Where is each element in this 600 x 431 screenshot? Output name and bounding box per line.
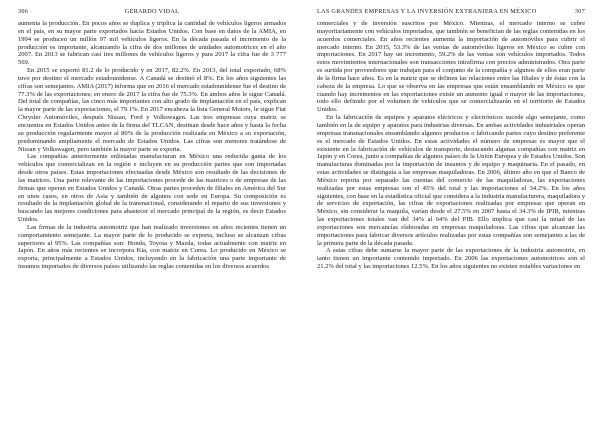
left-page — [18, 0, 286, 431]
paragraph: A estas cifras debe sumarse la mayor parte de las exportaciones de la industria automotriz, en tanto tienen un importante contenido importado. En 2006 las exportaciones automotrices son el 21.2% del total y las importaciones 12.5%. En los años siguientes no existen notables variaciones en — [317, 247, 585, 271]
paragraph: comerciales y de inversión suscritos por México. Mientras, el mercado interno se cubre mayoritariamente con vehículos importados, que también se benefician de las reglas contenidas en los acuerdos comerciales. En años recientes aumenta la importación de automóviles para cubrir el mercado interno. En 2015, 53.3% de las ventas de automóviles ligeros en México se cubre con importaciones. En 2017 hay un incremento, 59.2% de las ventas son vehículos importados. Todos estos movimientos internacionales son transacciones intrafirma con precios administrados. Otra parte es surtida por proveedores que trabajan para el conjunto de la compañía y algunos de ellos eran parte de la firma hace años. Es en la matriz que se definen las relaciones entre las filiales y de éstas con la cabeza de la empresa. Lo que se observa en las empresas que están ensamblando en México es que cuando hay incrementos en las exportaciones existe un aumento igual o mayor de las importaciones, todo ello definido por el volumen de vehículos que se comercializarán en el territorio de Estados Unidos. — [317, 20, 585, 114]
right-page-number: 307 — [574, 8, 585, 15]
left-page-number: 306 — [18, 8, 29, 15]
paragraph: Las compañías anteriormente enlistadas manufacturan en México una reducida gama de los vehículos que comercializan en la región e incluyen en su producción partes que son importadas desde otros países. Estas importaciones efectuadas desde México son resultado de las decisiones de las matrices. Una parte relevante de las importaciones procede de las matrices o de empresas de las firmas que operan en Estados Unidos y Canadá. Otras partes proceden de filiales en América del Sur en unos casos, en otros de Asia y también de algunos con sede en Europa. Su composición es resultado de la implantación global de la transnacional, considerando el reparto de sus inversiones y buscando las mejores condiciones para abastecer el mercado principal de la región, es decir Estados Unidos. — [18, 153, 286, 224]
paragraph: En 2015 se exportó 81.2 de lo producido y en 2017, 82.2%. En 2013, del total exportado, 68% tuvo por destino el mercado estadounidense. A Canadá se destinó el 8%. En los años siguientes las cifras son semejantes. AMIA (2017) informa que en 2016 el mercado estadounidense fue el destino de 77.3% de las exportaciones; en enero de 2017 la cifra fue de 75.3%. En ambos años le sigue Canadá. Del total de compañías, las cinco más importantes con alto grado de implantación en el país, explican la mayor parte de las exportaciones, el 79.1%. En 2017 encabeza la lista General Motors, le sigue Fiat Chrysler Automóviles, después Nissan, Ford y Volkswagen. Las tres empresas cuya matriz se encuentra en Estados Unidos antes de la firma del TLCAN, destinan desde hace años y hasta la fecha su producción regularmente mayor al 80% de la producción realizada en México a su exportación, predominando ampliamente el mercado de Estados Unidos. Las cifras son menores tratándose de Nissan y Volkswagen, pero también la mayor parte se exporta. — [18, 67, 286, 153]
paragraph: aumenta la producción. En pocos años se duplica y triplica la cantidad de vehículos ligeros armados en el país, en su mayor parte exportados hacia Estados Unidos. Con base en datos de la AMIA, en 1994 se producen un millón 97 mil vehículos ligeros. En la década pasada el incremento de la producción es importante, alcanzando la cifra de dos millones de unidades automotrices en el año 2007. En 2013 se fabrican casi tres millones de vehículos ligeros y para 2017 la cifra fue de 3 777 569. — [18, 20, 286, 67]
left-page-body — [18, 20, 286, 271]
paragraph: En la fabricación de equipos y aparatos eléctricos y electrónicos sucede algo semejante, como también en la de equipo y aparatos para industrias diversas. En ambas actividades industriales operan empresas transnacionales ensamblando algunos productos o fabricando partes cuyo destino preferente es el mercado de Estados Unidos. En estas actividades el número de empresas es mayor que el existente en la fabricación de vehículos de transporte, destacando algunas compañías con matriz en Japón y en Corea, junto a compañías de algunos países de la Unión Europea y de Estados Unidos. Son manufacturas dominadas por la importación de insumos y de equipo y maquinaria. En el pasado, en estas actividades se distinguía a las empresas maquiladoras. En 2006, último año en que el Banco de México reporta por separado las cuentas del comercio de las maquiladoras, las exportaciones realizadas por estas empresas son el 45% del total y las importaciones el 34.2%. En los años siguientes, con base en la estadística oficial que considera a la industria manufacturera, maquiladora y de servicios de exportación, las cifras de exportaciones realizadas por empresas que operan en México, sin considerar la maquila, varían desde el 27.5% en 2007 hasta el 34.3% de IPIB, mientras las exportaciones totales van del 34% al 64% del PIB. Ello implica que casi la mitad de las exportaciones son mercancías elaboradas en empresas maquiladoras. Las cifras que alcanzan las importaciones para fabricar diversos artículos realizadas por estas compañías son semejantes a las de la primera parte de la década pasada. — [317, 114, 585, 247]
right-page-body — [317, 20, 585, 271]
right-page — [317, 0, 585, 431]
paragraph: Las firmas de la industria automotriz que han realizado inversiones en años recientes tienen un comportamiento semejante. La mayor parte de lo producido se exporta, incluso se alcanzan cifras superiores al 95%. Las compañías son: Honda, Toyota y Mazda, todas actualmente con matriz en Japón. En años más recientes se incorpora Kia, con matriz en Corea. Lo producido en México se exporta, principalmente a Estados Unidos, incluyendo en la fabricación una parte importante de insumos importados de diversos países utilizando las reglas contenidas en los diversos acuerdos — [18, 223, 286, 271]
right-running-title: LAS GRANDES EMPRESAS Y LA INVERSIÓN EXTRANJERA EN MÉXICO — [317, 8, 537, 15]
left-running-title: GERARDO VIDAL — [124, 8, 180, 15]
